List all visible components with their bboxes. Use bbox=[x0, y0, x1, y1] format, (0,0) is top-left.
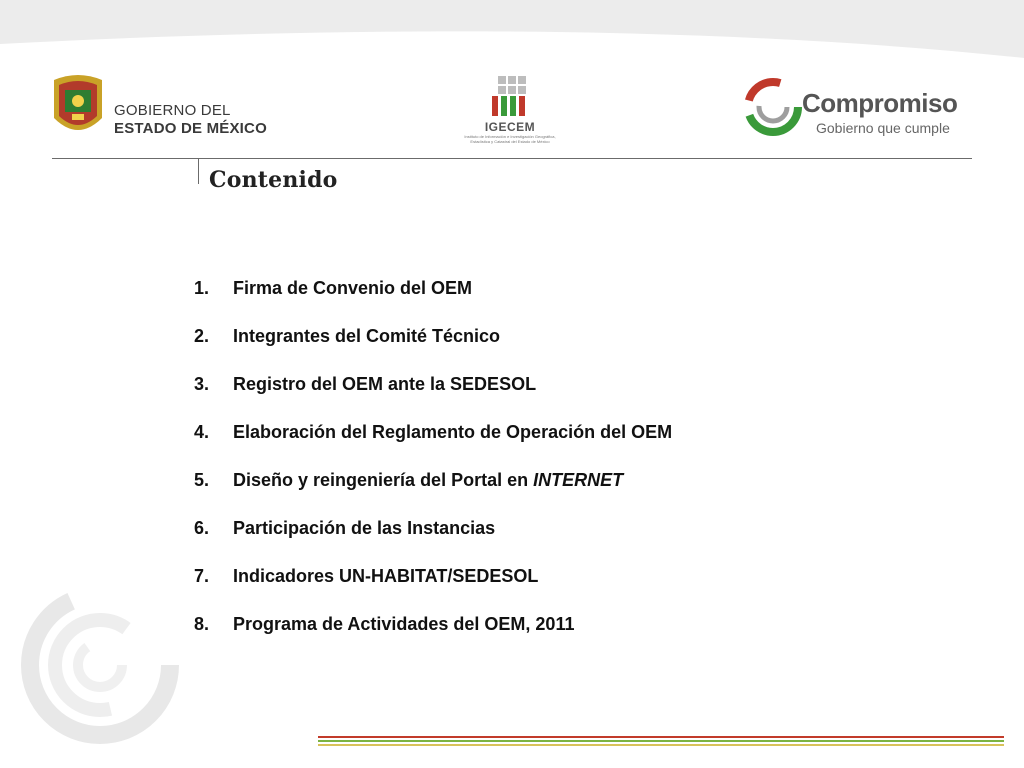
list-item-number: 6. bbox=[194, 518, 210, 538]
slide-title: Contenido bbox=[209, 167, 338, 193]
list-item-number: 3. bbox=[194, 374, 210, 394]
logo-gobierno-estado-de-mexico bbox=[48, 72, 288, 142]
list-item bbox=[194, 518, 672, 566]
top-band-decoration bbox=[0, 0, 1024, 60]
list-item bbox=[194, 566, 672, 614]
list-item-text: Elaboración del Reglamento de Operación del OEM bbox=[233, 422, 673, 442]
list-item-text: Registro del OEM ante la SEDESOL bbox=[233, 374, 537, 394]
list-item bbox=[194, 422, 672, 470]
swirl-watermark-icon bbox=[20, 585, 180, 745]
list-item bbox=[194, 470, 672, 518]
footer-stripe-yellow bbox=[318, 744, 1004, 746]
footer-stripes bbox=[318, 736, 1004, 750]
footer-stripe-green bbox=[318, 740, 1004, 742]
list-item-text-main: Diseño y reingeniería del Portal en bbox=[233, 470, 534, 490]
igecem-subtitle-1: Instituto de Información e Investigación Geográfica, bbox=[464, 134, 556, 139]
list-item-emphasis: INTERNET bbox=[533, 470, 624, 490]
igecem-grid-icon bbox=[488, 74, 532, 118]
list-item-number: 7. bbox=[194, 566, 210, 586]
list-item-text: Firma de Convenio del OEM bbox=[233, 278, 473, 298]
coat-of-arms-icon bbox=[48, 72, 108, 140]
list-item bbox=[194, 278, 672, 326]
igecem-subtitle-2: Estadística y Catastral del Estado de México bbox=[470, 139, 550, 144]
list-item-text: Integrantes del Comité Técnico bbox=[233, 326, 501, 346]
list-item bbox=[194, 614, 672, 662]
list-item-text: Participación de las Instancias bbox=[233, 518, 496, 538]
list-item-number: 1. bbox=[194, 278, 210, 298]
list-item-text: Programa de Actividades del OEM, 2011 bbox=[233, 614, 575, 634]
logo-igecem bbox=[460, 74, 560, 146]
compromiso-subtitle: Gobierno que cumple bbox=[816, 120, 950, 136]
list-item-number: 5. bbox=[194, 470, 210, 490]
list-item-number: 4. bbox=[194, 422, 210, 442]
header-divider bbox=[52, 158, 972, 159]
header bbox=[0, 60, 1024, 160]
compromiso-swirl-icon bbox=[744, 78, 802, 136]
contents-list bbox=[194, 278, 672, 662]
edomex-line-1: GOBIERNO DEL bbox=[114, 102, 231, 119]
list-item-text bbox=[233, 470, 623, 491]
list-item-text: Indicadores UN-HABITAT/SEDESOL bbox=[233, 566, 539, 586]
edomex-line-2: ESTADO DE MÉXICO bbox=[114, 120, 267, 137]
title-tick-divider bbox=[198, 158, 199, 184]
list-item bbox=[194, 374, 672, 422]
list-item-number: 2. bbox=[194, 326, 210, 346]
list-item bbox=[194, 326, 672, 374]
igecem-name: IGECEM bbox=[484, 120, 536, 134]
list-item-number: 8. bbox=[194, 614, 210, 634]
logo-compromiso bbox=[744, 78, 974, 138]
compromiso-title: Compromiso bbox=[802, 88, 958, 118]
footer-stripe-red bbox=[318, 736, 1004, 738]
